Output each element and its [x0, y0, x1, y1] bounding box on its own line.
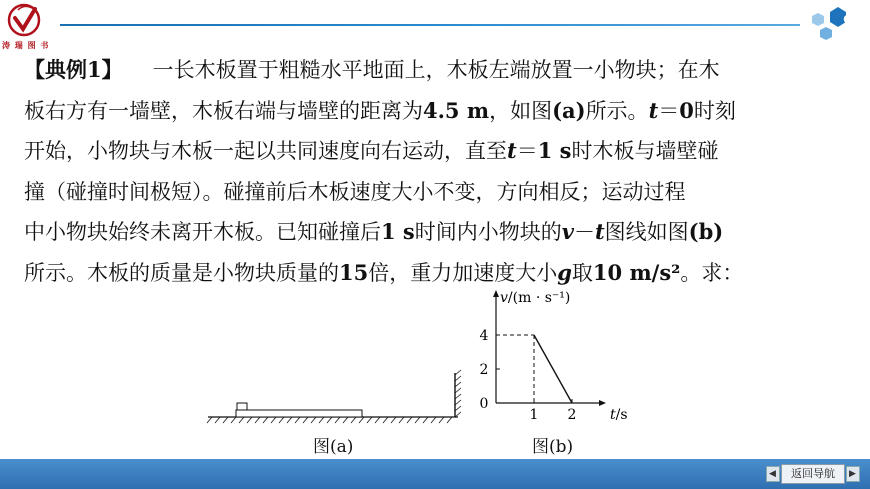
figure-b-vt-graph [470, 286, 640, 426]
triangle-left-icon: ◀ [769, 469, 776, 479]
x-axis-arrow [599, 400, 606, 406]
page-badge-icon [800, 4, 866, 44]
problem-text-segment: t [594, 219, 605, 244]
problem-text-segment: 倍，重力加速度大小 [368, 260, 558, 285]
problem-text-segment: 时间内小物块的 [414, 220, 562, 244]
prev-page-button[interactable] [766, 466, 780, 482]
top-bar [0, 0, 870, 50]
problem-text-segment: 所示。 [585, 98, 649, 123]
problem-line [24, 50, 854, 91]
problem-text-segment: t [507, 138, 517, 163]
vt-line [534, 335, 572, 403]
problem-text-segment: 图线如图 [604, 220, 689, 244]
problem-text-segment: (a) [552, 97, 586, 123]
y-tick-label: 2 [479, 362, 489, 378]
logo-text: 涛 瑞 图 书 [2, 41, 50, 50]
problem-text-segment: ，如图 [489, 98, 553, 123]
problem-line [24, 212, 854, 253]
problem-text-segment: 0 [679, 97, 694, 123]
problem-text-segment: ＝ [658, 98, 680, 123]
problem-text-segment: 开始，小物块与木板一起以共同速度向右运动，直至 [24, 139, 507, 163]
small-block [237, 403, 247, 410]
problem-text-segment: g [557, 259, 572, 285]
problem-text-segment: 所示。木板的质量是小物块质量的 [24, 260, 339, 285]
back-to-nav-button[interactable]: 返回导航 [781, 464, 845, 484]
x-tick-label: 2 [567, 407, 577, 423]
x-tick-label: 1 [529, 407, 539, 423]
problem-text-segment: 1 s [537, 138, 572, 163]
problem-text-segment: 时刻 [693, 98, 736, 123]
bottom-bar [0, 459, 870, 489]
y-tick-label: 0 [479, 396, 489, 412]
problem-text-segment: 撞（碰撞时间极短）。碰撞前后木板速度大小不变，方向相反；运动过程 [24, 179, 686, 204]
figure-a-caption: 图(a) [313, 437, 354, 457]
x-axis-label: t/s [610, 407, 628, 423]
problem-text-segment: 15 [339, 259, 369, 285]
wooden-board [236, 410, 362, 417]
problem-text [24, 50, 854, 293]
problem-label: 【典例1】 [24, 57, 123, 82]
y-axis-arrow [493, 290, 499, 297]
problem-text-segment: ＝ [516, 139, 538, 163]
triangle-right-icon: ▶ [849, 469, 856, 479]
next-page-button[interactable] [846, 466, 860, 482]
figure-a-diagram [200, 365, 470, 425]
publisher-logo-icon [4, 2, 48, 42]
problem-text-segment: (b) [688, 219, 724, 244]
problem-text-segment: 板右方有一墙壁，木板右端与墙壁的距离为 [24, 98, 423, 123]
problem-text-segment: 中小物块始终未离开木板。已知碰撞后 [24, 220, 381, 244]
problem-line [24, 172, 854, 213]
problem-text-segment: 一长木板置于粗糙水平地面上，木板左端放置一小物块；在木 [152, 58, 720, 82]
problem-text-segment: 10 m/s² [592, 259, 681, 285]
problem-text-segment: 取 [571, 260, 593, 285]
problem-text-segment: － [573, 220, 595, 244]
problem-text-segment: 。求： [680, 260, 744, 285]
problem-text-segment: 1 s [381, 219, 415, 244]
header-divider [60, 24, 800, 26]
problem-line [24, 131, 854, 172]
page-number: 6 [843, 13, 851, 26]
problem-line [24, 253, 854, 294]
problem-text-segment: v [561, 219, 574, 244]
problem-text-segment: t [648, 97, 659, 123]
figure-b-caption: 图(b) [532, 437, 574, 457]
problem-text-segment: 时木板与墙壁碰 [571, 139, 719, 163]
problem-text-segment: 4.5 m [423, 97, 490, 123]
y-axis-label: v/(m · s⁻¹) [500, 290, 571, 306]
problem-line [24, 91, 854, 132]
y-tick-label: 4 [479, 328, 489, 344]
